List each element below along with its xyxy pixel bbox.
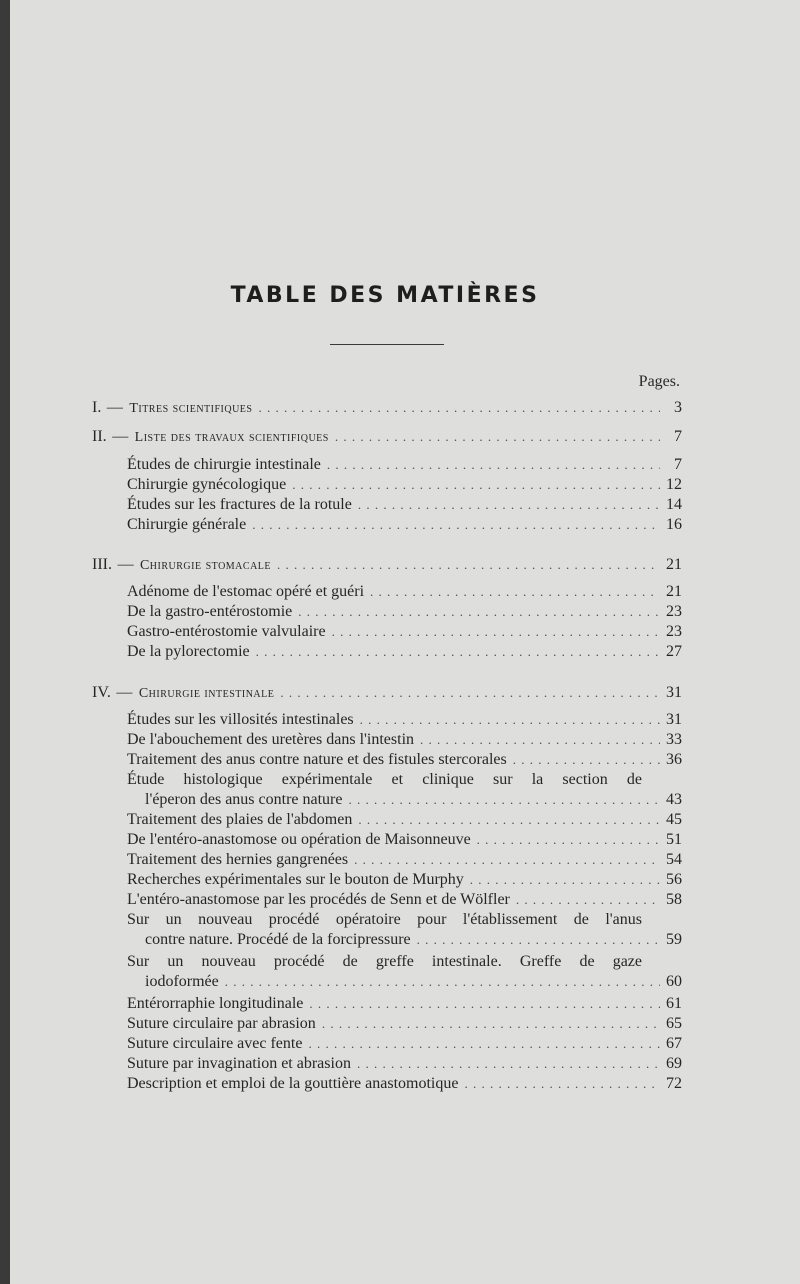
dot-leader: [477, 830, 660, 850]
toc-section-1: I. — Titres scientifiques . . . 3: [92, 398, 682, 418]
toc-item: [127, 455, 682, 475]
page-number: 21: [666, 583, 682, 600]
toc-item: [127, 870, 682, 890]
toc-item: [127, 475, 682, 495]
toc-item: [127, 582, 682, 602]
page-number: 69: [666, 1055, 682, 1072]
dot-leader: [516, 890, 660, 910]
page-number: 3: [674, 399, 682, 416]
page-number: 60: [666, 973, 682, 990]
section-title: Titres scientifiques: [129, 401, 253, 416]
toc-item: [127, 890, 682, 910]
page-number: 43: [666, 791, 682, 808]
dot-leader: [335, 427, 660, 447]
page-number: 16: [666, 516, 682, 533]
dot-leader: [327, 455, 660, 475]
dot-leader: [357, 1054, 660, 1074]
toc-item: [127, 602, 682, 622]
page-number: 59: [666, 931, 682, 948]
dot-leader: [258, 398, 660, 418]
item-title: L'entéro-anastomose par les procédés de Senn et de Wölfler: [127, 891, 510, 908]
toc-item: [127, 1014, 682, 1034]
item-title: Traitement des plaies de l'abdomen: [127, 811, 353, 828]
page-number: 45: [666, 811, 682, 828]
item-title-line-1: Sur un nouveau procédé opératoire pour l'établissement de l'anus: [127, 911, 642, 928]
dot-leader: [417, 930, 660, 950]
item-title: Entérorraphie longitudinale: [127, 995, 304, 1012]
item-title: Recherches expérimentales sur le bouton de Murphy: [127, 871, 464, 888]
page-number: 36: [666, 751, 682, 768]
toc-item: [127, 642, 682, 662]
dot-leader: [280, 683, 660, 703]
dot-leader: [277, 555, 660, 575]
item-title: Études sur les fractures de la rotule: [127, 496, 352, 513]
dot-leader: [298, 602, 660, 622]
dot-leader: [470, 870, 660, 890]
item-title: Suture circulaire par abrasion: [127, 1015, 316, 1032]
toc-item-multiline: [127, 952, 682, 992]
item-title: Suture par invagination et abrasion: [127, 1055, 351, 1072]
page-number: 51: [666, 831, 682, 848]
item-title-line-1: Étude histologique expérimentale et clinique sur la section de: [127, 771, 642, 788]
dot-leader: [360, 710, 660, 730]
item-title: De l'entéro-anastomose ou opération de Maisonneuve: [127, 831, 471, 848]
page-number: 23: [666, 603, 682, 620]
dot-leader: [322, 1014, 660, 1034]
section-number: II.: [92, 428, 107, 445]
page-number: 23: [666, 623, 682, 640]
item-title: Suture circulaire avec fente: [127, 1035, 303, 1052]
item-title: Traitement des anus contre nature et des fistules stercorales: [127, 751, 507, 768]
page-number: 33: [666, 731, 682, 748]
item-title: Description et emploi de la gouttière anastomotique: [127, 1075, 459, 1092]
dot-leader: [358, 810, 660, 830]
item-title: Traitement des hernies gangrenées: [127, 851, 349, 868]
page-number: 58: [666, 891, 682, 908]
dot-leader: [292, 475, 660, 495]
page-number: 27: [666, 643, 682, 660]
dot-leader: [513, 750, 660, 770]
page-number: 21: [666, 556, 682, 573]
item-title: De la pylorectomie: [127, 643, 250, 660]
toc-section-3: III. — Chirurgie stomacale . . . 21: [92, 555, 682, 575]
pages-column-label: Pages.: [638, 373, 680, 390]
toc-item: [127, 810, 682, 830]
toc-item-multiline: [127, 770, 682, 810]
item-title: Études de chirurgie intestinale: [127, 456, 321, 473]
toc-item: [127, 495, 682, 515]
section-number: III.: [92, 556, 112, 573]
page-number: 31: [666, 684, 682, 701]
item-title-line-2: l'éperon des anus contre nature: [145, 791, 343, 808]
section-number: IV.: [92, 684, 111, 701]
page-number: 56: [666, 871, 682, 888]
page-number: 7: [674, 428, 682, 445]
item-title: De la gastro-entérostomie: [127, 603, 293, 620]
toc-item-multiline: [127, 910, 682, 950]
dot-leader: [420, 730, 660, 750]
page-number: 61: [666, 995, 682, 1012]
item-title: Chirurgie générale: [127, 516, 247, 533]
page-number: 54: [666, 851, 682, 868]
page-number: 12: [666, 476, 682, 493]
dot-leader: [348, 790, 660, 810]
section-title: Chirurgie intestinale: [138, 686, 275, 701]
toc-item: [127, 994, 682, 1014]
page-number: 31: [666, 711, 682, 728]
toc-item: [127, 1074, 682, 1094]
dot-leader: [256, 642, 660, 662]
dot-leader: [332, 622, 660, 642]
page-number: 7: [674, 456, 682, 473]
item-title: Adénome de l'estomac opéré et guéri: [127, 583, 365, 600]
title-rule: [330, 344, 444, 345]
toc-item: [127, 730, 682, 750]
toc-section-4: IV. — Chirurgie intestinale . . . 31: [92, 683, 682, 703]
item-title: Gastro-entérostomie valvulaire: [127, 623, 326, 640]
dot-leader: [358, 495, 660, 515]
toc-item: [127, 1034, 682, 1054]
page-number: 14: [666, 496, 682, 513]
item-title: Chirurgie gynécologique: [127, 476, 287, 493]
item-title-line-1: Sur un nouveau procédé de greffe intestinale. Greffe de gaze: [127, 953, 642, 970]
page-number: 72: [666, 1075, 682, 1092]
page-title: TABLE DES MATIÈRES: [230, 283, 540, 308]
item-title-line-2: iodoformée: [145, 973, 219, 990]
toc-item: [127, 710, 682, 730]
toc-item: [127, 830, 682, 850]
item-title: De l'abouchement des uretères dans l'intestin: [127, 731, 415, 748]
toc-item: [127, 1054, 682, 1074]
page-number: 67: [666, 1035, 682, 1052]
item-title-line-2: contre nature. Procédé de la forcipressure: [145, 931, 411, 948]
toc-item: [127, 515, 682, 535]
dot-leader: [308, 1034, 660, 1054]
dot-leader: [309, 994, 660, 1014]
dot-leader: [464, 1074, 660, 1094]
section-number: I.: [92, 399, 102, 416]
toc-item: [127, 850, 682, 870]
section-title: Liste des travaux scientifiques: [134, 430, 329, 445]
toc-item: [127, 622, 682, 642]
dot-leader: [225, 972, 660, 992]
item-title: Études sur les villosités intestinales: [127, 711, 354, 728]
dot-leader: [252, 515, 660, 535]
toc-section-2: II. — Liste des travaux scientifiques . . . 7: [92, 427, 682, 447]
section-title: Chirurgie stomacale: [139, 558, 272, 573]
toc-item: [127, 750, 682, 770]
dot-leader: [370, 582, 660, 602]
page-number: 65: [666, 1015, 682, 1032]
dot-leader: [354, 850, 660, 870]
